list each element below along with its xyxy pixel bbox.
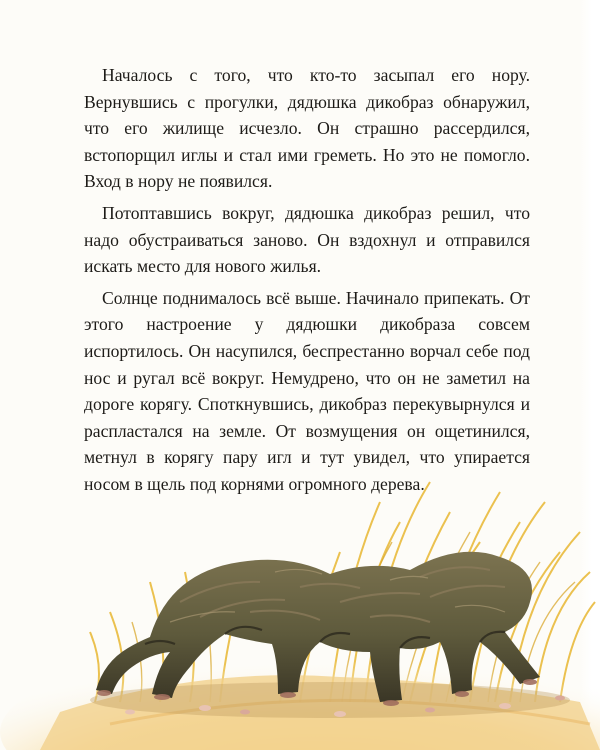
tree-roots-illustration [0, 462, 600, 750]
paragraph-1: Началось с того, что кто-то засыпал его нору. Вернувшись с прогулки, дядюшка дикобраз обнаружил, что его жилище исчезло. Он страшно рассердился, встопорщил иглы и стал ими греметь. Но это не помогло. Вход в нору не появился. [84, 65, 530, 192]
paragraph-3: Солнце поднималось всё выше. Начинало припекать. От этого настроение у дядюшки дикобраза совсем испортилось. Он насупился, беспрестанно ворчал себе под нос и ругал всё вокруг. Немудрено, что он не заметил на дороге корягу. Споткнувшись, дикобраз перекувырнулся и распластался на земле. От возмущения он ощетинился, метнул в корягу пару игл и тут увидел, что упирается носом в щель под корнями огромного дерева. [84, 287, 530, 494]
paragraph-2: Потоптавшись вокруг, дядюшка дикобраз решил, что надо обустраиваться заново. Он вздохнул и отправился искать место для нового жилья. [84, 202, 530, 277]
story-text [84, 62, 530, 503]
